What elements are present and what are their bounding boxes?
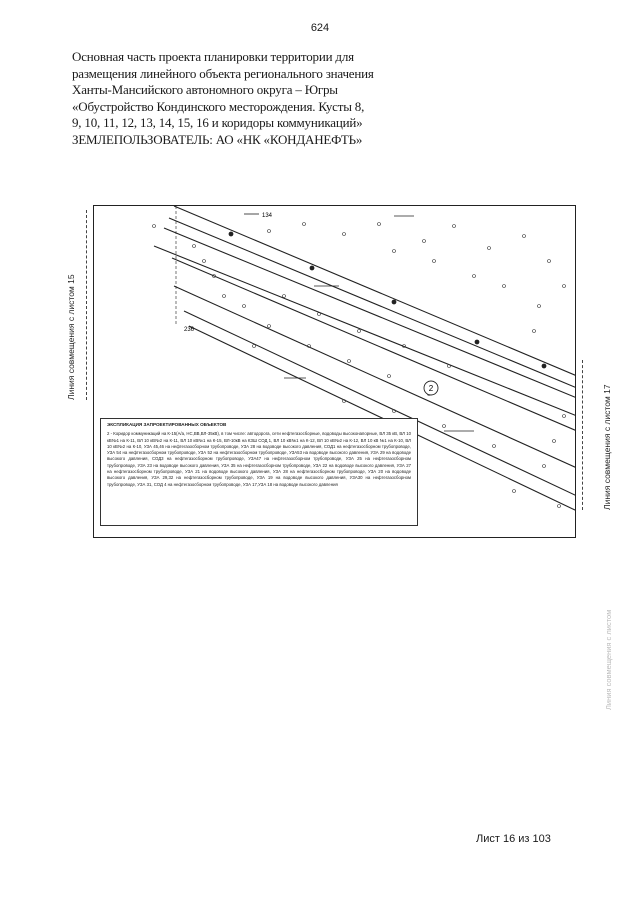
header-line: «Обустройство Кондинского месторождения. Кусты 8, xyxy=(72,98,365,114)
header-line: 9, 10, 11, 12, 13, 14, 15, 16 и коридоры коммуникаций» xyxy=(72,115,363,130)
legend-text: 2 - Коридор коммуникаций на К-15(А/а, НС,ВВ,ВЛ-35кВ), в том числе: автодорога, сети нефтегазосборные, водоводы высоконапорные, ВЛ 35 кВ, ВЛ 10 кВ№1 на К-11, ВЛ 10 кВ№2 на К-11, ВЛ 10 кВ№1 на К-15, ВЛ-10кВ на КЗШ СОД 1, ВЛ 10 кВ№1 на К-12, ВЛ 10 кВ№2 на К-12, ВЛ 10 кВ №1 на К-10, ВЛ 10 кВ№2 на К-10, УЗА 45,46 на нефтегазосборном трубопроводе, УЗА 28 на водоводе высокого давления, СОД1 на нефтегазосборном трубопроводе, УЗА 54 на нефтегазосборном трубопроводе, УЗА 52 на нефтегазосборном трубопроводе, УЗА53 на водоводе высокого давления, УЗА 29 на водоводе высокого давления, СОД3 на нефтегазосборном трубопроводе, УЗА47 на нефтегазосборном трубопроводе, УЗА 25 на нефтегазосборном трубопроводе, УЗА 23 на водоводе высокого давления, УЗА 35 на нефтегазосборном трубопроводе, УЗА 22 на водоводе высокого давления, УЗА 27 на нефтегазосборном трубопроводе, УЗА 21 на водоводе высокого давления, УЗА 28 на нефтегазосборном трубопроводе, УЗА 20 на водоводе высокого давления, УЗА 29,32 на нефтегазосборном трубопроводе, УЗА 19 на водоводе высокого давления, УЗА30 на нефтегазосборном трубопроводе, УЗА 31, СОД 4 на нефтегазосборном трубопроводе, УЗА 17,УЗА 18 на водоводе высокого давления xyxy=(107,431,411,487)
page-number: 624 xyxy=(310,22,330,34)
survey-point xyxy=(392,300,396,304)
header-line: Ханты-Мансийского автономного округа – Югры xyxy=(72,82,338,97)
survey-point xyxy=(542,364,546,368)
legend-title: ЭКСПЛИКАЦИЯ ЗАПРОЕКТИРОВАННЫХ ОБЪЕКТОВ xyxy=(107,422,227,427)
survey-point xyxy=(475,340,479,344)
survey-point xyxy=(310,266,314,270)
document-header xyxy=(72,49,402,148)
left-match-line xyxy=(86,210,87,400)
corridor-line xyxy=(169,218,576,388)
survey-point xyxy=(229,232,233,236)
corridor-line xyxy=(172,258,576,431)
right-match-line xyxy=(582,360,583,510)
corridor-line xyxy=(154,246,576,416)
header-line: ЗЕМЛЕПОЛЬЗОВАТЕЛЬ: АО «НК «КОНДАНЕФТЬ» xyxy=(72,131,363,147)
corridor-number: 2 xyxy=(428,384,434,393)
left-match-label: Линия совмещения с листом 15 xyxy=(66,274,76,400)
header-line: размещения линейного объекта регионального значения xyxy=(72,65,374,81)
header-line: Основная часть проекта планировки территории для xyxy=(72,49,354,64)
top-mark-label: 134 xyxy=(262,213,273,219)
left-mark-label: 236 xyxy=(184,327,195,333)
sheet-number: Лист 16 из 103 xyxy=(476,833,551,845)
right-match-label: Линия совмещения с листом 17 xyxy=(602,384,612,510)
right-faint-label: Линия совмещения с листом xyxy=(604,609,613,710)
corridor-line xyxy=(174,206,576,376)
survey-marks xyxy=(229,214,546,431)
corridor-line xyxy=(164,228,576,398)
legend-box xyxy=(100,418,418,526)
